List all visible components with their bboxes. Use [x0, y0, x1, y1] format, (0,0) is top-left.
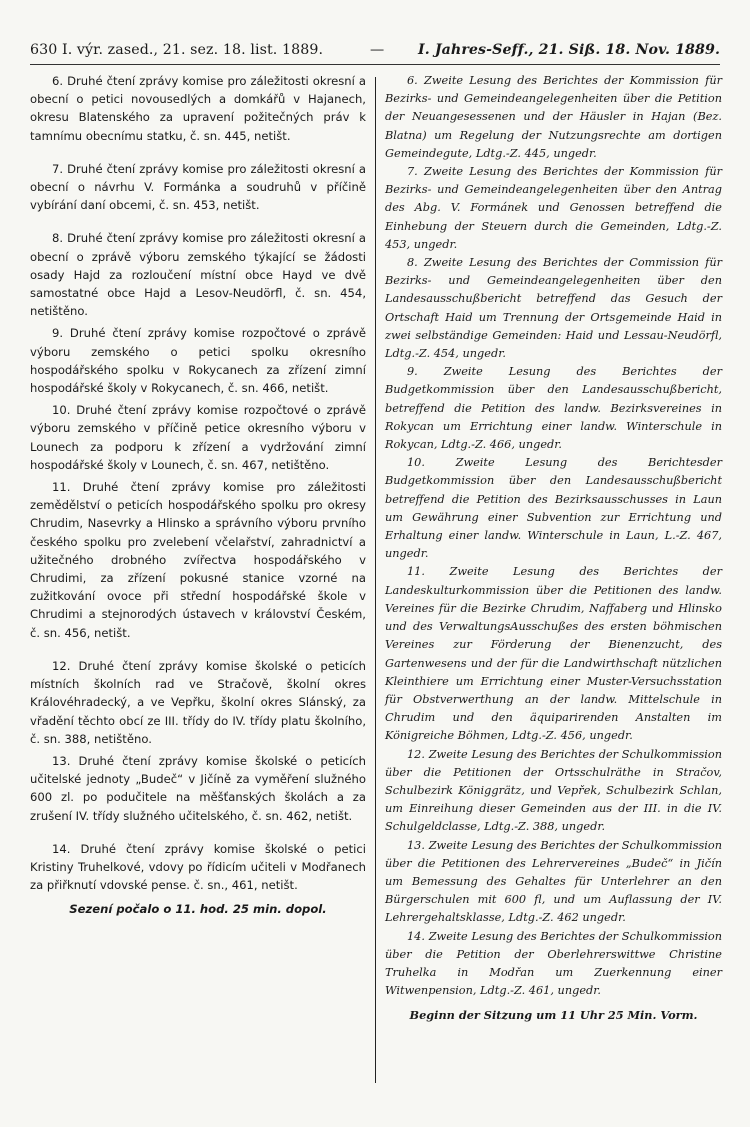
agenda-item-de: 13. Zweite Lesung des Berichtes der Schulkommission über die Petitionen des Lehrervereines „Budeč“ in Jičín um Bemessung des Gehaltes für Unterlehrer an den Bürgerschulen mit 600 fl, und um Auflassung der IV. Lehrergehaltsklasse, Ldtg.-Z. 462 ungedr.: [385, 838, 722, 925]
header-german: I. Jahres-Seff., 21. Siß. 18. Nov. 1889.: [418, 42, 720, 58]
czech-column: [30, 72, 366, 934]
agenda-item-cz: 11. Druhé čtení zprávy komise pro záležitosti zemědělství o peticích hospodářského spolku pro okresy Chrudim, Nasevrky a Hlinsko a správního výboru prvního českého spolku pro zvelebení včelařství, zahradnictví a užitečného drobného zvířectva hospodářského v Chrudimi, za zřízení pokusné stanice vzorné na zužitkování ovoce při střední hospodářské škole v Chrudimi a stejnorodých ústavech v království Českém, č. sn. 456, netišt.: [30, 480, 366, 640]
agenda-item-cz: 9. Druhé čtení zprávy komise rozpočtové o zprávě výboru zemského o petici spolku okresního hospodářského spolku v Rokycanech za zřízení zimní hospodářské školy v Rokycanech, č. sn. 466, netišt.: [30, 326, 366, 396]
header-czech: 630 I. výr. zased., 21. sez. 18. list. 1889.: [30, 42, 324, 58]
session-start-de: Beginn der Sitzung um 11 Uhr 25 Min. Vorm.: [409, 1008, 698, 1023]
page-header: [30, 38, 720, 65]
agenda-item-de: 8. Zweite Lesung des Berichtes der Commission für Bezirks- und Gemeindeangelegenheiten über den Landesausschußbericht betreffend das Gesuch der Ortschaft Haid um Trennung der Ortsgemeinde Haid in zwei selbständige Gemeinden: Haid und Lessau-Neudörfl, Ldtg.-Z. 454, ungedr.: [385, 256, 722, 361]
agenda-item-cz: 6. Druhé čtení zprávy komise pro záležitosti okresní a obecní o petici novousedlých a domkářů v Hajanech, okresu Blatenského za upravení požitečných práv k tamnímu obecnímu statku, č. sn. 445, netišt.: [30, 74, 366, 143]
agenda-item-cz: 13. Druhé čtení zprávy komise školské o peticích učitelské jednoty „Budeč“ v Jičíně za vyměření služného 600 zl. po podučitele na měšťanských školách a za zrušení IV. třídy služného učitelského, č. sn. 462, netišt.: [30, 753, 366, 823]
agenda-item-cz: 7. Druhé čtení zprávy komise pro záležitosti okresní a obecní o návrhu V. Formánka a soudruhů v příčině vybírání daní obcemi, č. sn. 453, netišt.: [30, 161, 366, 213]
column-divider: [375, 77, 376, 1083]
agenda-item-de: 11. Zweite Lesung des Berichtes der Landeskulturkommission über die Petitionen des landw. Vereines für die Bezirke Chrudim, Naffaberg und Hlinsko und des VerwaltungsAusschußes des ersten böhmischen Vereines zur Förderung der Bienenzucht, des Gartenwesens und der für die Landwirthschaft nützlichen Kleinthiere um Errichtung einer Muster-Versuchsstation für Obstverwerthung an der landw. Mittelschule in Chrudim und den äquiparirenden Anstalten im Königreiche Böhmen, Ldtg.-Z. 456, ungedr.: [385, 565, 722, 743]
agenda-item-de: 9. Zweite Lesung des Berichtes der Budgetkommission über den Landesausschußbericht, betreffend die Petition des landw. Bezirksvereines in Rokycan um Errichtung einer landw. Winterschule in Rokycan, Ldtg.-Z. 466, ungedr.: [385, 365, 722, 452]
header-separator: —: [370, 42, 385, 58]
agenda-item-de: 7. Zweite Lesung des Berichtes der Kommission für Bezirks- und Gemeindeangelegenheiten über den Antrag des Abg. V. Formánek und Genossen betreffend die Einhebung der Steuern durch die Gemeinden, Ldtg.-Z. 453, ungedr.: [385, 165, 722, 251]
agenda-item-cz: 10. Druhé čtení zprávy komise rozpočtové o zprávě výboru zemského v příčině petice okresního výboru v Lounech za podporu k zřízení a vydržování zimní hospodářské školy v Lounech, č. sn. 467, netištěno.: [30, 403, 366, 472]
agenda-item-de: 12. Zweite Lesung des Berichtes der Schulkommission über die Petitionen der Ortsschulräthe in Stračov, Schulbezirk Königgrätz, und Vepřek, Schulbezirk Schlan, um Einreihung dieser Gemeinden aus der III. in die IV. Schulgeldclasse, Ldtg.-Z. 388, ungedr.: [385, 747, 722, 834]
agenda-item-cz: 14. Druhé čtení zprávy komise školské o petici Kristiny Truhelkové, vdovy po řídicím učiteli v Modřanech za přiřknutí vdovské pense. č. sn., 461, netišt.: [30, 841, 366, 893]
agenda-item-cz: 8. Druhé čtení zprávy komise pro záležitosti okresní a obecní o zprávě výboru zemského týkající se žádosti osady Hajd za rozloučení místní obce Hayd ve dvě samostatné obce Hajd a Lesov-Neudörfl, č. sn. 454, netištěno.: [30, 231, 366, 319]
agenda-item-cz: 12. Druhé čtení zprávy komise školské o peticích místních školních rad ve Stračově, školní okres Královéhradecký, a ve Vepřku, školní okres Slánský, za vřadění těchto obcí ze III. třídy do IV. třídy platu školního, č. sn. 388, netištěno.: [30, 658, 366, 746]
session-start-cz: Sezení počalo o 11. hod. 25 min. dopol.: [69, 902, 327, 917]
agenda-item-de: 10. Zweite Lesung des Berichtesder Budgetkommission über den Landesausschußbericht betreffend die Petition des Bezirksausschusses in Laun um Gewährung einer Subvention zur Errichtung und Erhaltung einer landw. Winterschule in Laun, L.-Z. 467, ungedr.: [385, 456, 722, 561]
german-column: [385, 72, 722, 1025]
agenda-item-de: 6. Zweite Lesung des Berichtes der Kommission für Bezirks- und Gemeindeangelegenheiten über die Petition der Neuangesessenen und der Häusler in Hajan (Bez. Blatna) um Regelung der Nutzungsrechte am dortigen Gemeindegute, Ldtg.-Z. 445, ungedr.: [385, 74, 722, 160]
agenda-item-de: 14. Zweite Lesung des Berichtes der Schulkommission über die Petition der Oberlehrerswittwe Christine Truhelka in Modřan um Zuerkennung einer Witwenpension, Ldtg.-Z. 461, ungedr.: [385, 929, 722, 998]
